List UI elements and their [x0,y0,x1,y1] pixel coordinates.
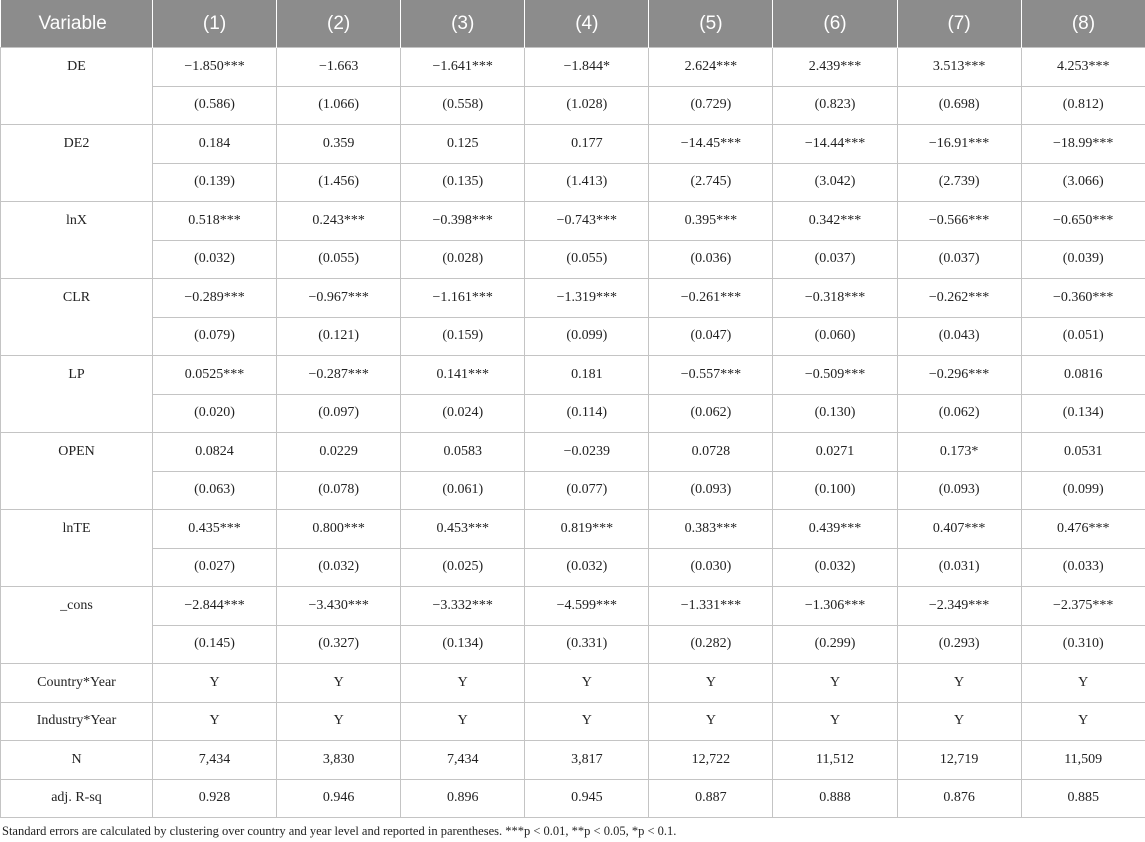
se-cell: (0.114) [525,394,649,433]
coef-cell: 0.0229 [277,433,401,472]
coef-cell: −0.967*** [277,279,401,318]
value-cell: Y [401,702,525,741]
se-cell: (0.134) [401,625,525,664]
coef-cell: −0.650*** [1021,202,1145,241]
coef-cell: 4.253*** [1021,48,1145,87]
se-cell: (1.066) [277,86,401,125]
se-cell: (2.739) [897,163,1021,202]
header-col-7: (7) [897,0,1021,48]
coef-cell: 2.624*** [649,48,773,87]
row-label: adj. R-sq [1,779,153,818]
table-row-extra [1,779,1145,818]
table-body [1,48,1145,818]
value-cell: 3,817 [525,741,649,780]
table-row-coef [1,510,1145,549]
coef-cell: −1.161*** [401,279,525,318]
table-row-coef [1,587,1145,626]
se-cell: (0.139) [153,163,277,202]
coef-cell: 0.0525*** [153,356,277,395]
coef-cell: 0.435*** [153,510,277,549]
se-cell: (0.293) [897,625,1021,664]
coef-cell: −0.287*** [277,356,401,395]
coef-cell: −0.289*** [153,279,277,318]
se-cell: (0.100) [773,471,897,510]
se-cell: (0.558) [401,86,525,125]
value-cell: 0.876 [897,779,1021,818]
coef-cell: 0.141*** [401,356,525,395]
coef-cell: −1.306*** [773,587,897,626]
table-row-extra [1,664,1145,703]
variable-label: LP [1,356,153,433]
se-cell: (0.020) [153,394,277,433]
header-col-8: (8) [1021,0,1145,48]
se-cell: (0.062) [649,394,773,433]
coef-cell: 0.173* [897,433,1021,472]
coef-cell: 0.0531 [1021,433,1145,472]
coef-cell: −0.509*** [773,356,897,395]
table-row-extra [1,741,1145,780]
coef-cell: 0.0271 [773,433,897,472]
coef-cell: −2.844*** [153,587,277,626]
coef-cell: 0.0583 [401,433,525,472]
coef-cell: −1.641*** [401,48,525,87]
value-cell: 11,512 [773,741,897,780]
se-cell: (0.130) [773,394,897,433]
se-cell: (1.456) [277,163,401,202]
header-col-1: (1) [153,0,277,48]
coef-cell: −1.331*** [649,587,773,626]
se-cell: (0.027) [153,548,277,587]
value-cell: Y [525,702,649,741]
value-cell: 0.896 [401,779,525,818]
header-col-5: (5) [649,0,773,48]
header-row [1,0,1145,48]
coef-cell: −0.398*** [401,202,525,241]
coef-cell: −0.743*** [525,202,649,241]
value-cell: Y [1021,702,1145,741]
variable-label: lnX [1,202,153,279]
variable-label: OPEN [1,433,153,510]
se-cell: (0.028) [401,240,525,279]
se-cell: (0.030) [649,548,773,587]
se-cell: (2.745) [649,163,773,202]
value-cell: Y [401,664,525,703]
header-col-6: (6) [773,0,897,48]
coef-cell: 0.407*** [897,510,1021,549]
se-cell: (0.121) [277,317,401,356]
variable-label: _cons [1,587,153,664]
table-row-se [1,86,1145,125]
coef-cell: 0.181 [525,356,649,395]
coef-cell: 0.0728 [649,433,773,472]
se-cell: (0.063) [153,471,277,510]
se-cell: (0.024) [401,394,525,433]
table-row-coef [1,48,1145,87]
se-cell: (0.135) [401,163,525,202]
coef-cell: 0.439*** [773,510,897,549]
coef-cell: 0.0816 [1021,356,1145,395]
table-row-coef [1,356,1145,395]
coef-cell: 0.342*** [773,202,897,241]
se-cell: (0.327) [277,625,401,664]
value-cell: Y [773,702,897,741]
se-cell: (0.036) [649,240,773,279]
coef-cell: 0.383*** [649,510,773,549]
coef-cell: 0.395*** [649,202,773,241]
se-cell: (0.025) [401,548,525,587]
header-col-3: (3) [401,0,525,48]
value-cell: Y [897,702,1021,741]
value-cell: 0.946 [277,779,401,818]
table-row-coef [1,125,1145,164]
se-cell: (0.062) [897,394,1021,433]
value-cell: Y [277,702,401,741]
table-row-se [1,163,1145,202]
se-cell: (0.032) [153,240,277,279]
coef-cell: 0.184 [153,125,277,164]
table-row-coef [1,279,1145,318]
coef-cell: 0.819*** [525,510,649,549]
coef-cell: −14.45*** [649,125,773,164]
value-cell: Y [649,702,773,741]
value-cell: 0.945 [525,779,649,818]
se-cell: (0.299) [773,625,897,664]
value-cell: Y [277,664,401,703]
coef-cell: −1.844* [525,48,649,87]
se-cell: (0.055) [277,240,401,279]
coef-cell: −1.319*** [525,279,649,318]
value-cell: 11,509 [1021,741,1145,780]
se-cell: (0.729) [649,86,773,125]
se-cell: (3.042) [773,163,897,202]
coef-cell: −2.375*** [1021,587,1145,626]
coef-cell: 3.513*** [897,48,1021,87]
value-cell: Y [773,664,897,703]
coef-cell: −1.663 [277,48,401,87]
se-cell: (0.145) [153,625,277,664]
value-cell: 3,830 [277,741,401,780]
table-row-se [1,548,1145,587]
variable-label: DE2 [1,125,153,202]
row-label: Country*Year [1,664,153,703]
header-variable: Variable [1,0,153,48]
coef-cell: −3.332*** [401,587,525,626]
table-row-coef [1,202,1145,241]
se-cell: (0.159) [401,317,525,356]
se-cell: (0.093) [897,471,1021,510]
coef-cell: 0.0824 [153,433,277,472]
coef-cell: 0.476*** [1021,510,1145,549]
coef-cell: −0.318*** [773,279,897,318]
table-row-se [1,317,1145,356]
table-row-coef [1,433,1145,472]
variable-label: DE [1,48,153,125]
value-cell: Y [897,664,1021,703]
coef-cell: −0.566*** [897,202,1021,241]
coef-cell: −4.599*** [525,587,649,626]
header-col-4: (4) [525,0,649,48]
value-cell: Y [649,664,773,703]
coef-cell: −0.0239 [525,433,649,472]
se-cell: (0.039) [1021,240,1145,279]
se-cell: (0.099) [1021,471,1145,510]
se-cell: (0.097) [277,394,401,433]
coef-cell: 0.453*** [401,510,525,549]
se-cell: (0.079) [153,317,277,356]
header-col-2: (2) [277,0,401,48]
value-cell: 7,434 [153,741,277,780]
coef-cell: 0.518*** [153,202,277,241]
se-cell: (0.586) [153,86,277,125]
se-cell: (0.134) [1021,394,1145,433]
coef-cell: −18.99*** [1021,125,1145,164]
row-label: N [1,741,153,780]
value-cell: 12,719 [897,741,1021,780]
se-cell: (0.282) [649,625,773,664]
table-row-extra [1,702,1145,741]
table-row-se [1,240,1145,279]
coef-cell: −16.91*** [897,125,1021,164]
se-cell: (0.032) [525,548,649,587]
se-cell: (1.028) [525,86,649,125]
coef-cell: 0.125 [401,125,525,164]
coef-cell: 0.177 [525,125,649,164]
se-cell: (0.078) [277,471,401,510]
se-cell: (0.060) [773,317,897,356]
coef-cell: −0.296*** [897,356,1021,395]
coef-cell: 2.439*** [773,48,897,87]
se-cell: (0.812) [1021,86,1145,125]
table-row-se [1,625,1145,664]
value-cell: Y [525,664,649,703]
se-cell: (0.099) [525,317,649,356]
coef-cell: −0.557*** [649,356,773,395]
se-cell: (3.066) [1021,163,1145,202]
se-cell: (1.413) [525,163,649,202]
se-cell: (0.310) [1021,625,1145,664]
se-cell: (0.032) [773,548,897,587]
value-cell: Y [153,664,277,703]
table-row-se [1,394,1145,433]
se-cell: (0.031) [897,548,1021,587]
value-cell: 0.888 [773,779,897,818]
value-cell: 7,434 [401,741,525,780]
coef-cell: 0.359 [277,125,401,164]
table-row-se [1,471,1145,510]
se-cell: (0.037) [773,240,897,279]
se-cell: (0.047) [649,317,773,356]
coef-cell: 0.800*** [277,510,401,549]
value-cell: 12,722 [649,741,773,780]
se-cell: (0.043) [897,317,1021,356]
se-cell: (0.093) [649,471,773,510]
variable-label: CLR [1,279,153,356]
variable-label: lnTE [1,510,153,587]
table-footnote: Standard errors are calculated by clustering over country and year level and reported in parentheses. ***p < 0.01, **p < 0.05, *p < 0.1. [2,824,677,838]
coef-cell: −0.262*** [897,279,1021,318]
coef-cell: −0.360*** [1021,279,1145,318]
se-cell: (0.032) [277,548,401,587]
se-cell: (0.698) [897,86,1021,125]
coef-cell: −1.850*** [153,48,277,87]
row-label: Industry*Year [1,702,153,741]
value-cell: 0.887 [649,779,773,818]
coef-cell: −14.44*** [773,125,897,164]
coef-cell: −0.261*** [649,279,773,318]
value-cell: 0.928 [153,779,277,818]
se-cell: (0.823) [773,86,897,125]
se-cell: (0.077) [525,471,649,510]
value-cell: 0.885 [1021,779,1145,818]
value-cell: Y [1021,664,1145,703]
value-cell: Y [153,702,277,741]
coef-cell: −3.430*** [277,587,401,626]
se-cell: (0.061) [401,471,525,510]
coef-cell: 0.243*** [277,202,401,241]
se-cell: (0.331) [525,625,649,664]
se-cell: (0.055) [525,240,649,279]
coef-cell: −2.349*** [897,587,1021,626]
se-cell: (0.037) [897,240,1021,279]
se-cell: (0.051) [1021,317,1145,356]
se-cell: (0.033) [1021,548,1145,587]
